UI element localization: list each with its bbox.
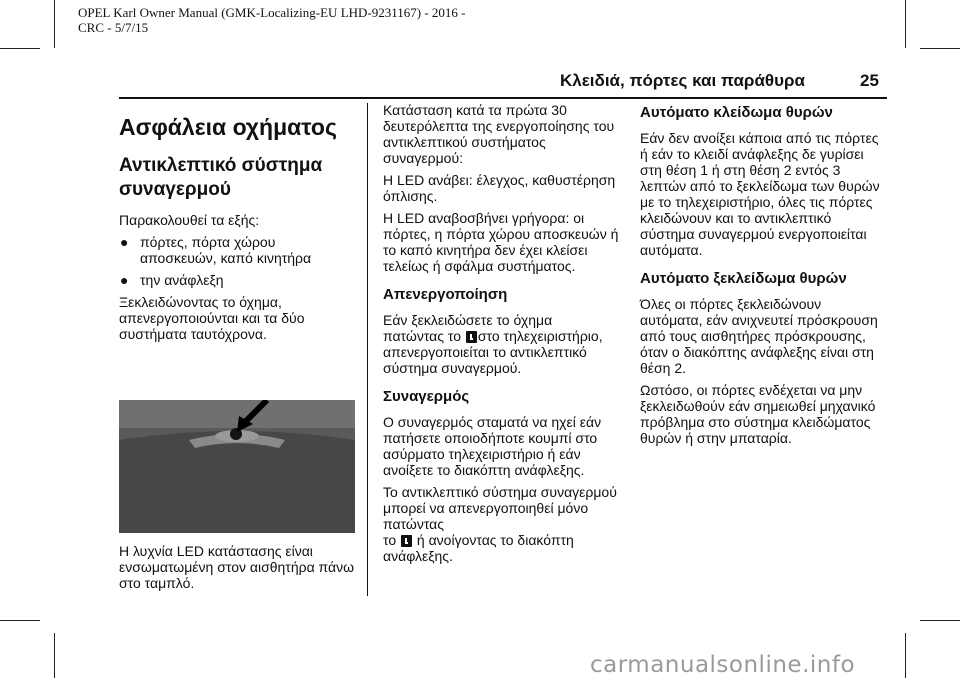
- subsection-title-line2: συναγερμού: [119, 179, 231, 200]
- page-number: 25: [860, 71, 879, 90]
- auto-unlock-paragraph-2: Ωστόσο, οι πόρτες ενδέχεται να μην ξεκλειδωθούν εάν σημειωθεί μηχανικό πρόβλημα στο σύστημα κλειδώματος θυρών ή στην μπαταρία.: [640, 382, 876, 446]
- header-rule: [119, 97, 887, 99]
- alarm-paragraph-2: [383, 484, 623, 564]
- subsection-title: [119, 154, 355, 202]
- led-on-paragraph: Η LED ανάβει: έλεγχος, καθυστέρηση όπλισης.: [383, 172, 616, 204]
- status-paragraph: Κατάσταση κατά τα πρώτα 30 δευτερόλεπτα της ενεργοποίησης του αντικλεπτικού συστήματος συναγερμού:: [383, 102, 615, 166]
- remote-unlock-key-icon: [401, 535, 412, 547]
- running-head: Κλειδιά, πόρτες και παράθυρα: [560, 71, 805, 90]
- column-2: [383, 102, 623, 570]
- column-divider: [367, 103, 368, 596]
- alarm-end: ανάφλεξης.: [383, 548, 453, 564]
- crop-mark: [920, 620, 960, 621]
- alarm-post-icon: ή ανοίγοντας το διακόπτη: [416, 532, 574, 548]
- doc-meta-line1: OPEL Karl Owner Manual (GMK-Localizing-EU LHD-9231167) - 2016 -: [78, 5, 466, 20]
- deactivation-pre-icon: πατώντας το: [383, 328, 461, 344]
- crop-mark: [0, 48, 40, 49]
- bullet-glyph: ●: [120, 272, 129, 288]
- led-flash-paragraph: Η LED αναβοσβήνει γρήγορα: οι πόρτες, η πόρτα χώρου αποσκευών ή το καπό κινητήρα δεν έχει κλείσει τελείως ή σφάλμα συστήματος.: [383, 210, 619, 274]
- list-item-text: την ανάφλεξη: [140, 272, 224, 288]
- document-meta: [78, 5, 466, 35]
- list-item: [119, 234, 355, 266]
- remote-unlock-key-icon: [466, 331, 477, 343]
- crop-mark: [0, 620, 40, 621]
- deactivation-paragraph: [383, 312, 623, 376]
- list-item-text: πόρτες, πόρτα χώρου αποσκευών, καπό κινητήρα: [140, 234, 312, 266]
- auto-lock-paragraph: Εάν δεν ανοίξει κάποια από τις πόρτες ή εάν το κλειδί ανάφλεξης δε γυρίσει στη θέση 1 ή στη θέση 2 εντός 3 λεπτών από το ξεκλείδωμα των θυρών με το τηλεχειριστήριο, όλες τις πόρτες κλειδώνουν και το αντικλεπτικό σύστημα συναγερμού ενεργοποιείται αυτόματα.: [640, 130, 880, 258]
- deactivation-line1: Εάν ξεκλειδώσετε το όχημα: [383, 312, 553, 328]
- section-title: Ασφάλεια οχήματος: [119, 114, 337, 140]
- dashboard-led-photo: [119, 400, 355, 533]
- alarm-heading: Συναγερμός: [383, 388, 470, 405]
- watermark: carmanualsonline.info: [590, 652, 856, 678]
- column-1: [119, 106, 355, 348]
- subsection-title-line1: Αντικλεπτικό σύστημα: [119, 155, 323, 176]
- auto-unlock-paragraph: Όλες οι πόρτες ξεκλειδώνουν αυτόματα, εάν ανιχνευτεί πρόσκρουση από τους αισθητήρες πρόσκρουσης, όταν ο διακόπτης ανάφλεξης είναι στη θέση 2.: [640, 296, 878, 376]
- crop-mark: [920, 48, 960, 49]
- alarm-paragraph: Ο συναγερμός σταματά να ηχεί εάν πατήσετε οποιοδήποτε κουμπί στο ασύρματο τηλεχειριστήριο ή εάν ανοίξετε το διακόπτη ανάφλεξης.: [383, 414, 602, 478]
- crop-mark: [905, 633, 906, 678]
- monitored-list: [119, 234, 355, 288]
- list-item: [119, 272, 355, 288]
- bullet-glyph: ●: [120, 234, 129, 250]
- crop-mark: [54, 633, 55, 678]
- monitors-intro: Παρακολουθεί τα εξής:: [119, 212, 260, 228]
- doc-meta-line2: CRC - 5/7/15: [78, 20, 149, 35]
- deactivation-post-icon: στο τηλεχειριστήριο,: [477, 328, 603, 344]
- crop-mark: [905, 0, 906, 48]
- auto-unlock-heading: Αυτόματο ξεκλείδωμα θυρών: [640, 270, 847, 287]
- crop-mark: [54, 0, 55, 48]
- photo-caption: Η λυχνία LED κατάστασης είναι ενσωματωμένη στον αισθητήρα πάνω στο ταμπλό.: [119, 543, 355, 591]
- alarm-text2: Το αντικλεπτικό σύστημα συναγερμού μπορεί να απενεργοποιηθεί μόνο πατώντας: [383, 484, 617, 532]
- dashboard-photo-illustration: [119, 400, 355, 533]
- unlock-paragraph: Ξεκλειδώνοντας το όχημα, απενεργοποιούνται και τα δύο συστήματα ταυτόχρονα.: [119, 294, 305, 342]
- deactivation-rest: απενεργοποιείται το αντικλεπτικό σύστημα συναγερμού.: [383, 344, 587, 376]
- auto-lock-heading: Αυτόματο κλείδωμα θυρών: [640, 104, 833, 121]
- alarm-pre-icon: το: [383, 532, 397, 548]
- deactivation-heading: Απενεργοποίηση: [383, 286, 508, 303]
- column-3: [640, 104, 880, 452]
